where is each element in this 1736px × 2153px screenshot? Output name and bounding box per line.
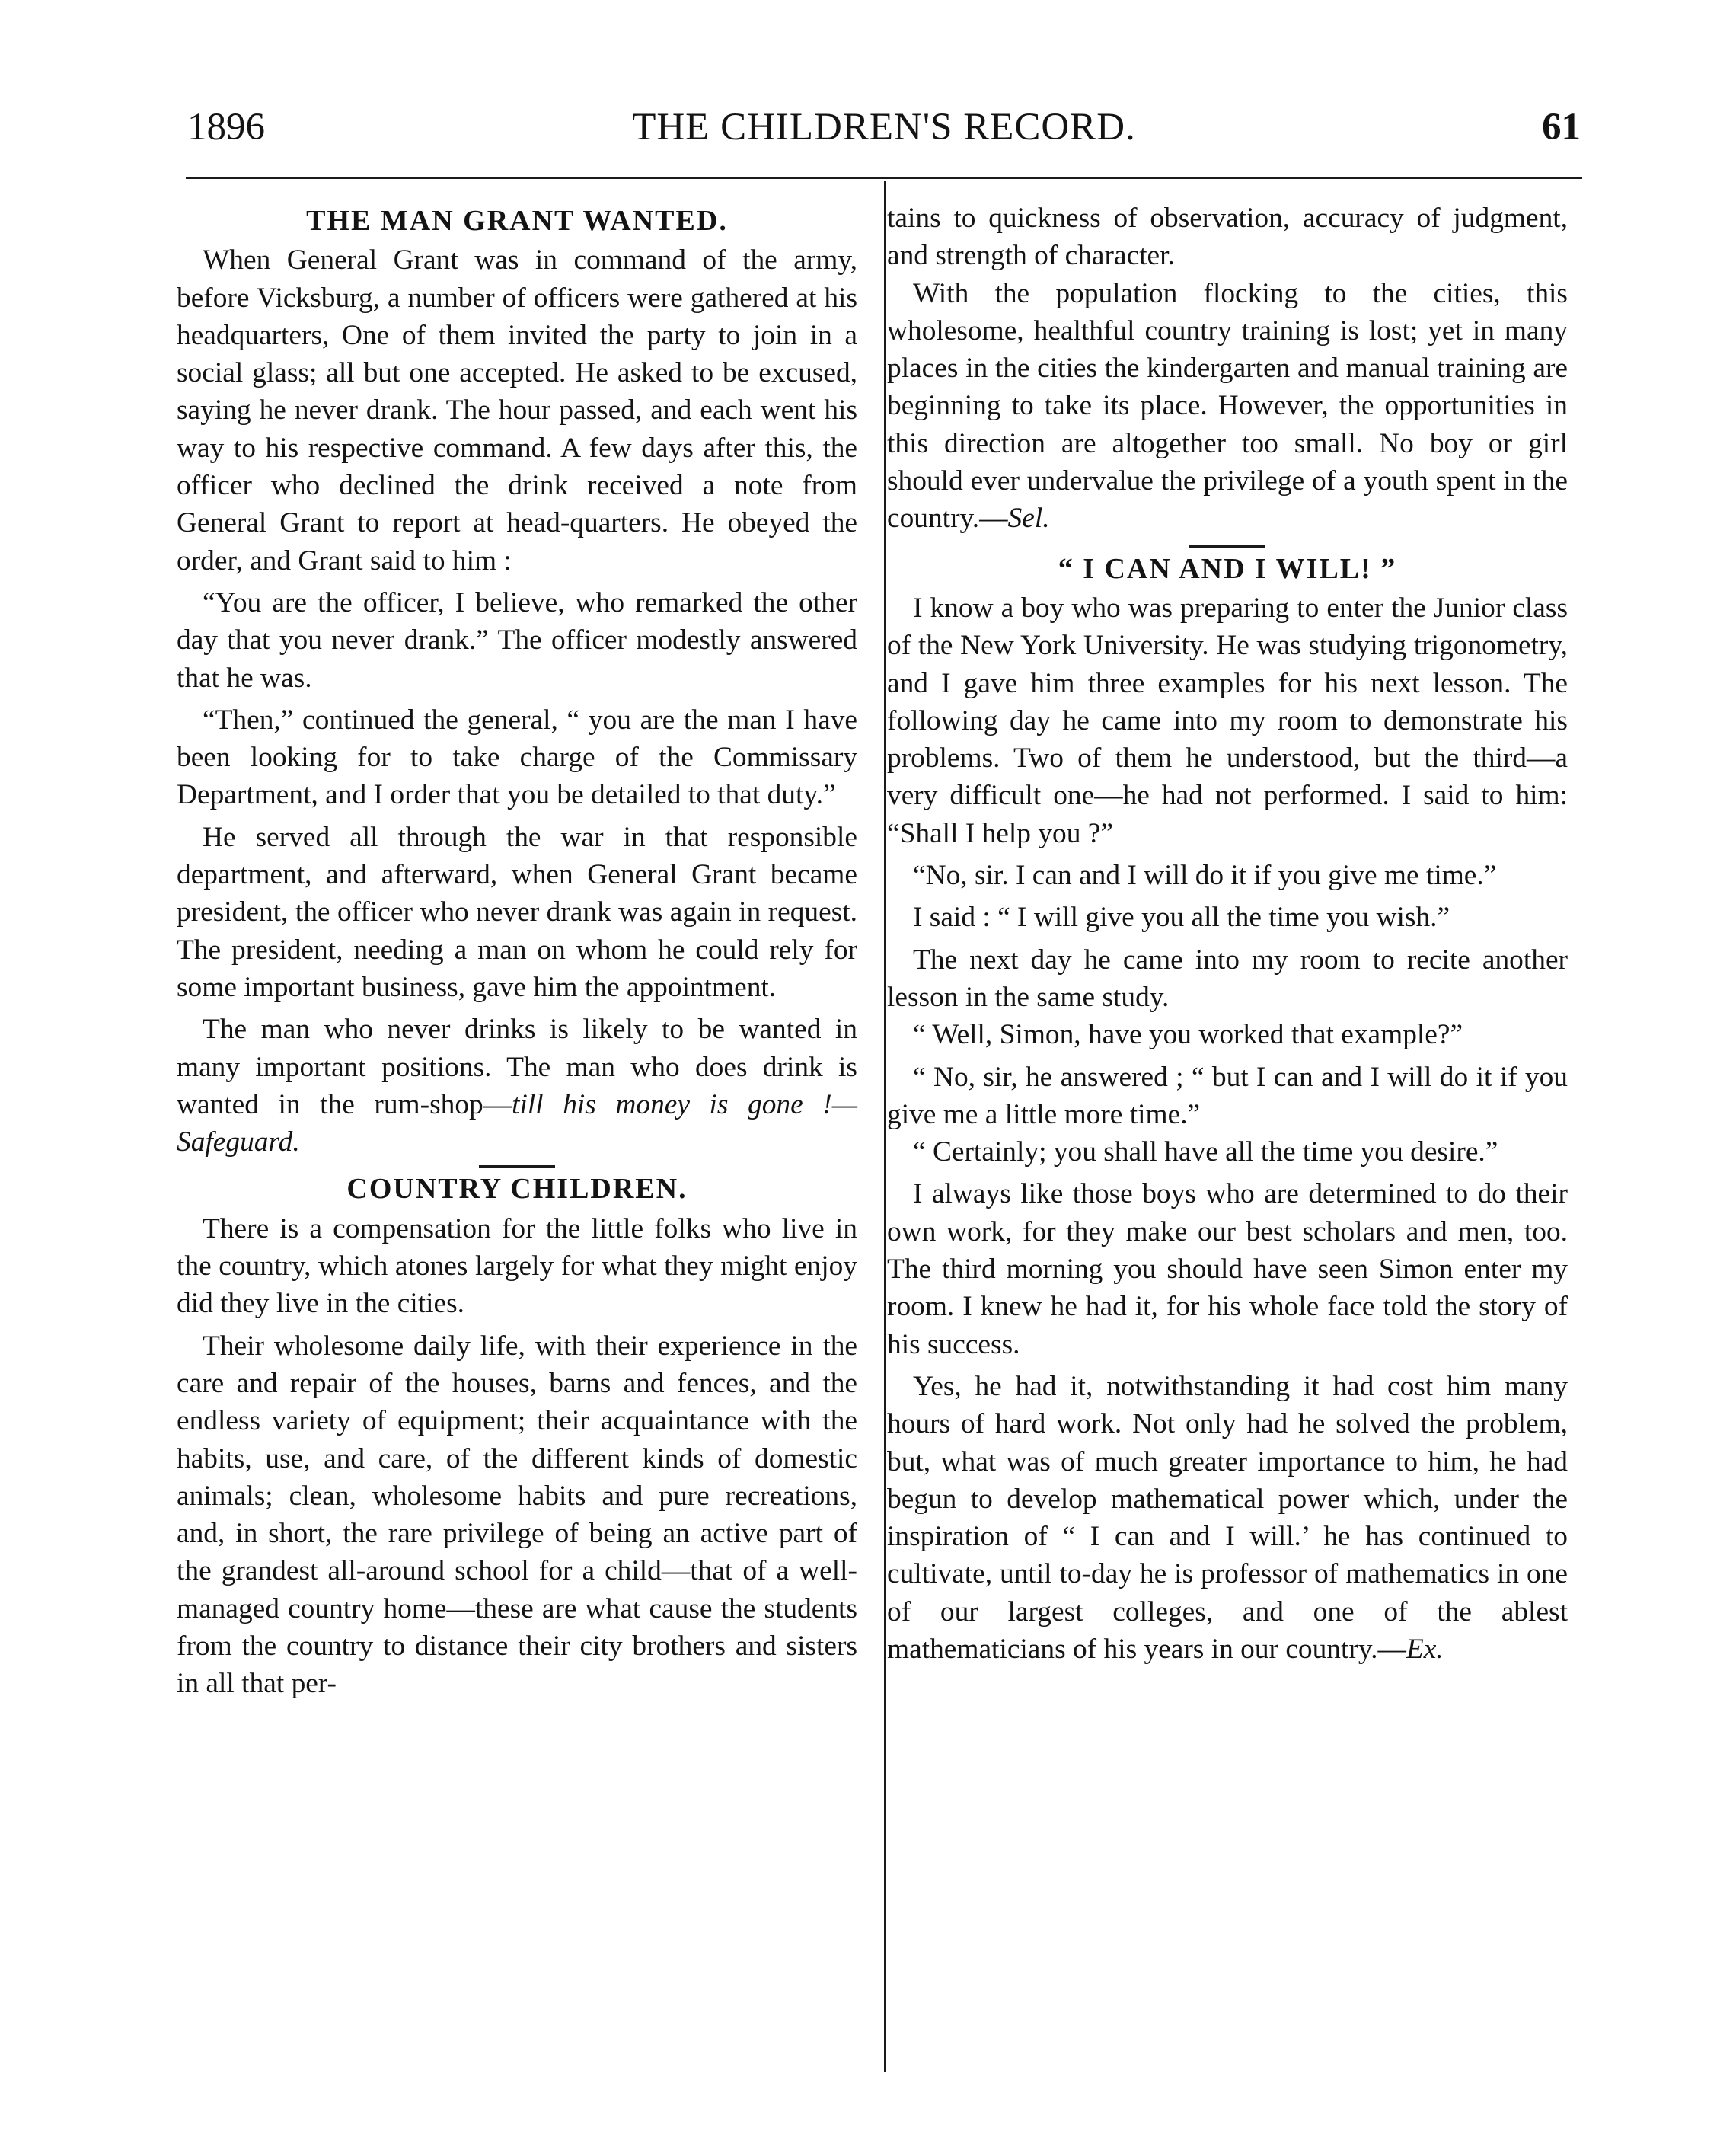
paragraph: There is a compensation for the little folks who live in the country, which atones largely for what they might enjoy did they live in the cities. [177,1212,857,1320]
header-rule [186,177,1582,179]
paragraph: “ No, sir, he answered ; “ but I can and I will do it if you give me a little more time.” [887,1061,1568,1130]
section-rule [1189,545,1265,548]
header-year: 1896 [187,106,265,149]
paragraph: “Then,” continued the general, “ you are the man I have been looking for to take charge of the Commissary Department, and I order that you be detailed to that duty.” [177,704,857,811]
paragraph: I said : “ I will give you all the time you wish.” [913,902,1450,934]
paragraph: When General Grant was in command of the army, before Vicksburg, a number of officers were gathered at his headquarters, One of them invited the party to join in a social glass; all but one accepted. He asked to be excused, saying he never drank. The hour passed, and each went his way to his respective command. A few days after this, the officer who declined the drink received a note from General Grant to report at head-quarters. He obeyed the order, and Grant said to him : [177,244,857,577]
article-heading-man-grant-wanted: THE MAN GRANT WANTED. [306,205,728,237]
paragraph: “You are the officer, I believe, who remarked the other day that you never drank.” The officer modestly answered that he was. [177,586,857,694]
article-heading-country-children: COUNTRY CHILDREN. [346,1173,688,1206]
paragraph: “No, sir. I can and I will do it if you give me time.” [913,860,1497,892]
paragraph: I always like those boys who are determined to do their own work, for they make our best scholars and men, too. The third morning you should have seen Simon enter my room. I knew he had it, for his whole face told the story of his success. [887,1178,1568,1360]
article-heading-i-can-and-i-will: “ I CAN AND I WILL! ” [1058,552,1397,585]
page-header [187,105,1581,158]
paragraph: “ Well, Simon, have you worked that example?” [913,1019,1463,1051]
paragraph: He served all through the war in that responsible department, and afterward, when General Grant became president, the officer who never drank was again in request. The president, needing a man on whom he could rely for some important business, gave him the appointment. [177,821,857,1003]
publication-title: THE CHILDREN'S RECORD. [632,106,1136,149]
paragraph: “ Certainly; you shall have all the time you desire.” [913,1136,1498,1168]
section-rule [479,1165,555,1168]
paragraph-text: Yes, he had it, notwithstanding it had cost him many hours of hard work. Not only had he solved the problem, but, what was of much greater importance to him, he had begun to develop mathematical power which, under the inspiration of “ I can and I will.’ he has continued to cultivate, until to-day he is professor of mathematics in one of our largest colleges, and one of the ablest mathematicians of his years in our country.— [887,1370,1568,1665]
column-divider [884,181,886,2072]
paragraph [887,275,1568,538]
page-number: 61 [1542,106,1581,149]
paragraph: Their wholesome daily life, with their experience in the care and repair of the houses, barns and fences, and the endless variety of equipment; their acquaintance with the habits, use, and care, of the different kinds of domestic animals; clean, wholesome habits and pure recreations, and, in short, the rare privilege of being an active part of the grandest all-around school for a child—that of a well-managed country home—these are what cause the students from the country to distance their city brothers and sisters in all that per- [177,1330,857,1700]
right-column [887,200,1568,1668]
left-column [177,200,857,1703]
paragraph-text: The man who never drinks is likely to be wanted in many important positions. The man who does drink is wanted in the rum-shop— [177,1014,857,1120]
paragraph: tains to quickness of observation, accuracy of judgment, and strength of character. [887,203,1568,272]
paragraph-text: With the population flocking to the cities, this wholesome, healthful country training is lost; yet in many places in the cities the kindergarten and manual training are beginning to take its place. However, the opportunities in this direction are altogether too small. No boy or girl should ever undervalue the privilege of a youth spent in the country.— [887,277,1568,535]
source-credit: till his money is gone !—Safeguard. [177,1088,857,1158]
paragraph: The next day he came into my room to recite another lesson in the same study. [887,944,1568,1013]
paragraph [887,1368,1568,1668]
paragraph: I know a boy who was preparing to enter the Junior class of the New York University. He was studying trigonometry, and I gave him three examples for his next lesson. The following day he came into my room to demonstrate his problems. Two of them he understood, but the third—a very difficult one—he had not performed. I said to him: “Shall I help you ?” [887,592,1568,849]
source-credit: Sel. [1007,503,1050,535]
paragraph [177,1011,857,1161]
source-credit: Ex. [1406,1633,1444,1665]
